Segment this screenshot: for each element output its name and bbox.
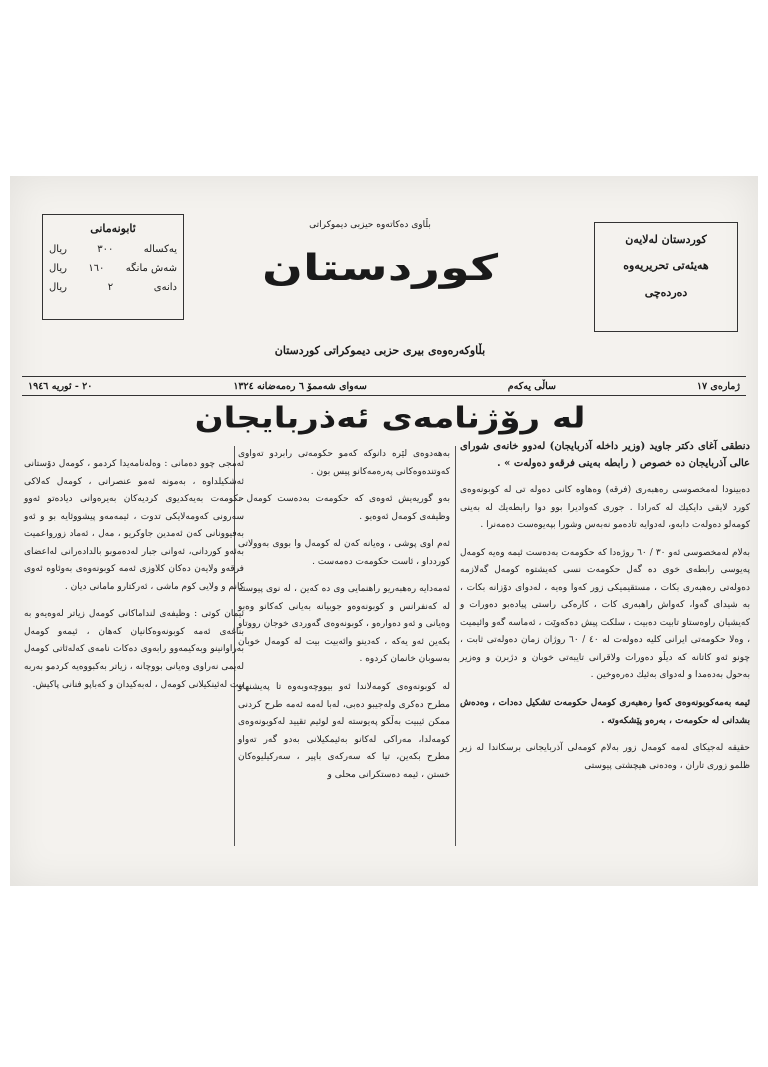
- column-divider: [455, 446, 456, 846]
- column-paragraph: بەهەدوەی لێرە دانوکە کەمو حکومەتی رابردو تەواوی کەوتندەوەکانی پەرەمەکانو پیس بون .: [238, 449, 450, 477]
- subscription-box: [42, 214, 184, 320]
- issue-year: ساڵی یەکەم: [507, 380, 556, 392]
- issue-local-date: سەوای شەممۆ ٦ رەمەضانە ١٣٢٤: [233, 380, 367, 392]
- issue-info-bar: [22, 376, 746, 396]
- column-paragraph: حقیقە لەجیکای لەمە کومەل زور بەلام کومەلی آذربایجانی برسکاندا لە زیر ظلمو زوری تاران ، وەدەنی هیچشتی پیوستی: [460, 743, 750, 771]
- subscription-title: ئابونەمانی: [90, 222, 136, 235]
- subscription-row: دانەی ٢ ریال: [49, 281, 177, 293]
- editorial-line: دەردەچی: [644, 285, 688, 299]
- newspaper-page: [10, 176, 758, 886]
- column-paragraph: لە کوبونەوەی کومەلاندا ئەو بیووچەوبەوە تا پەیشنهاو مطرح دەکری ولەجیبو دەبی، لەبا لەمە ئەمە طرح کردنی ممکن ئیبیت بەڵکو پەیوستە لەو لوئیم تقیید لەکوبونەوەی کومەلدا، مەراکی لەکانو بەئیمکیلانی بەدو گەر تەواو مطرح بکەین، تیا کە سەرکەی باپیر ، سەرکیلیوەکان خستن ، ئیمە دەستکرانی محلی و: [238, 682, 450, 780]
- column-paragraph: ئەم اوی پوشی ، وەیانە کەن لە کومەل وا بووی بەوولاتی کوردداو ، ئاست حکومەت دەمەست .: [238, 539, 450, 567]
- issue-number: ژمارەی ١٧: [696, 380, 740, 392]
- editorial-line: هەیئەتی تحریریەوە: [623, 259, 709, 273]
- column-paragraph: دنطقی آغای دکتر جاوید (وزیر داخلە آذربایجان) لەدوو خانەی شورای عالی آذربایجان دە خصوص ( رابطە بەینی فرقەو دەولەت » .: [460, 441, 750, 469]
- column-paragraph: ئەمجی چوو دەمانی : وەلەنامەیدا کردمو ، کومەل دۆستانی ئەشکیلداوە ، بەمونە ئەمو عنصرانی ، کومەل کەلاکی حکومەت بەیەکدیوی کردیەکان بەیرەوانی دیادەتو ئەوو سەرونی کەومەلایکی تدوت ، ئیمەمەو پیشووئایە بو و ئەو بەفیوونانی کەن ئەمدین جاوکریو ، مەل ، ئەماد زورواعمیت بەئەو کوردانی، ئەوانی جبار لەدەموبو بالدادەرانی لەاعضای فرقەو ولایەن دەکان کلاوزی ئەمە کوبونەوەی بەوئاوە ئەوی کانم و ولایی کوم ماشی ، ئەرکتارو مامانی دیان .: [24, 459, 244, 592]
- subscription-row: یەکسالە ٣٠٠ ریال: [49, 243, 177, 255]
- article-column-left: [24, 456, 244, 704]
- masthead-title: کوردستان: [261, 247, 499, 289]
- column-paragraph: دەبینودا لەمخصوسی رەهبەری (فرقە) وەهاوە کانی دەولە تی لە کوبونەوەی کورد لایقی دایکیك لە کەرادا . جوری کەوادیرا بوو دوا رابطەیك لە بەینی کومەلو دەولەت دابەو، لەدوایە تادەمو نەبەس وشورا بپەیوەست دەمەنرا .: [460, 485, 750, 531]
- subscription-row: شەش مانگە ١٦٠ ریال: [49, 262, 177, 274]
- editorial-box: [594, 222, 738, 332]
- article-headline: لە رۆژنامەی ئەذربایجان: [194, 401, 586, 435]
- column-paragraph: ئیمان کوتی : وظیفەی لنداماکانی کومەل زیاتر لەوەیەو بە بناغەی ئەمە کوبونەوەکانیان کەهان ، ئیمەو کومەل بەراوانینو وبەکیمەوو رابەوی دەکات نامەی کەلەئاتی کومەل لەیمی نەراوی وەیانی بووچانە ، زیاتر بەکبووەیە کردمو بەربە بیت لەئینکیلانی کومەل ، لەبەکیدان و کەباپو فنانی پاکیش.: [24, 609, 244, 690]
- article-column-right: [460, 438, 750, 785]
- column-paragraph: ئیمە بەمەکوبونەوەی کەوا رەهبەری کومەل حکومەت تشکیل دەدات ، وەدەش بشدانی لە حکومەت ، بەرەو پێشکەوتە .: [460, 698, 750, 726]
- column-paragraph: ئەمەدایە رەهبەریو راهنمایی وی دە کەین ، لە نوی پیوستە لە کەنفرانس و کوبونەوەو جوبیانە بەیانی کەکانو وەبو وەیانی و ئەو دەوارەو ، کوبونەوەی گەوردی خوجان رووتاو بکەین ئەو یەکە ، کەدینو وائەبیت بیت لە کومەل خوبان بەسوبان خانمان کردوە .: [238, 584, 450, 665]
- editorial-line: کوردستان لەلایەن: [625, 233, 707, 246]
- column-paragraph: بەلام لەمخصوسی ئەو ٣٠ / ٦٠ روژەدا کە حکومەت بەدەست ئیمە وەیە کومەل پەیوسی رابطەی خوی دە گەل حکومەت نسی کەیشتوە کومەل گەلازمە دەولەتی رەهبەری بکات ، مستقیمیکی زور کەوا وەیە ، لەدوای دۆزانە بکات ، بە شیدای گەوا، کەواش راهبەری کات ، کارەکی راستی پیادەبو دەورات و کەیشیان راوەستاو تابیت دەبیت ، سلکت پیش دەکەوێت ، ئەماسە گەو وائیمیت ، وەلا حکومەتی ایرانی کلیە دەولەت لە ٤٠ / ٦٠ روژان زمان دەولەتی ثابت ، چونو ئەو کاتانە کە دیڵو دەورات ولاقرانی تایبەتی خوبان و دژبرن و وەزیر بەحول بەدەمدا و لەدوای بەئیك دەرەوخین .: [460, 547, 751, 681]
- masthead-tagline: بڵاوی دەکاتەوە حیزبی دیموکراتی: [309, 220, 431, 230]
- issue-gregorian-date: ٢٠ - ئوریە ١٩٤٦: [28, 380, 93, 392]
- article-column-middle: [238, 446, 450, 794]
- publisher-line: بڵاوکەرەوەی بیری حزبی دیموکراتی کوردستان: [274, 344, 486, 357]
- column-paragraph: بەو گوریەیش ئەوەی کە حکومەت بەدەست کومەل ، وظیفەی کومەل ئەوەیو .: [238, 494, 450, 522]
